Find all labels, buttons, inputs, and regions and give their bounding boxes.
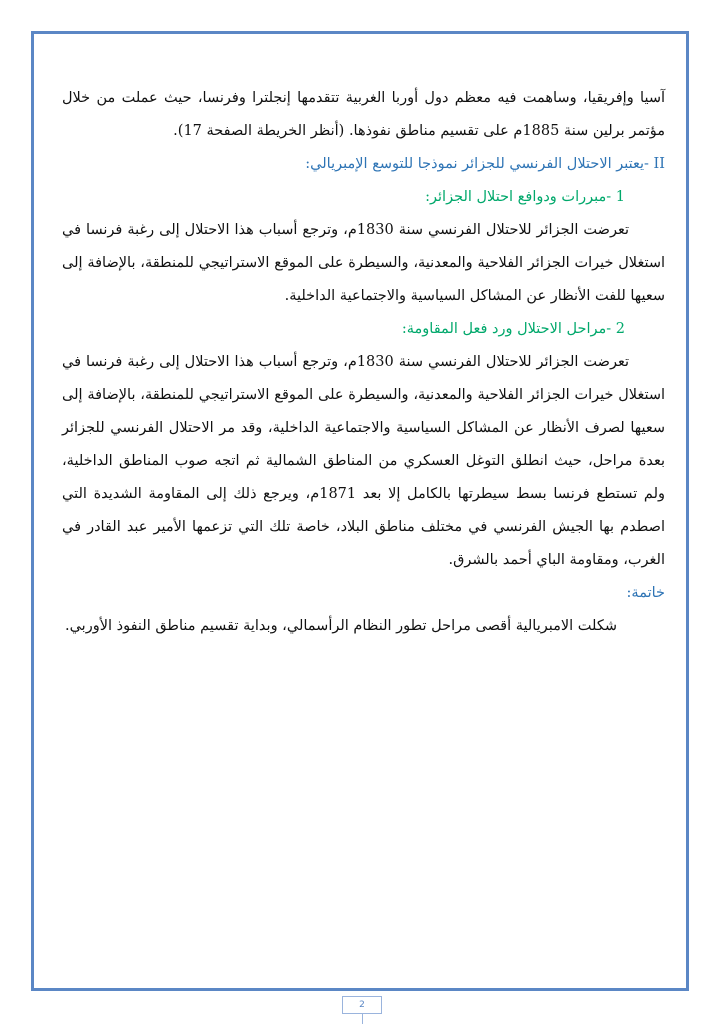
intro-paragraph: آسيا وإفريقيا، وساهمت فيه معظم دول أوربا الغربية تتقدمها إنجلترا وفرنسا، حيث عملت من خلال مؤتمر برلين سنة 1885م على تقسيم مناطق نفوذها. (أنظر الخريطة الصفحة 17).	[62, 90, 665, 139]
subsection-heading-2: 2 -مراحل الاحتلال ورد فعل المقاومة:	[401, 321, 625, 337]
footer-divider	[362, 1014, 363, 1024]
subsection-paragraph-2: تعرضت الجزائر للاحتلال الفرنسي سنة 1830م، وترجع أسباب هذا الاحتلال إلى رغبة فرنسا في استغلال خيرات الجزائر الفلاحية والمعدنية، والسيطرة على الموقع الاستراتيجي للمنطقة، بالإضافة إلى سعيها لصرف الأنظار عن المشاكل السياسية والاجتماعية الداخلية، وقد مر الاحتلال الفرنسي للجزائر بعدة مراحل، حيث انطلق التوغل العسكري من المناطق الشمالية ثم اتجه صوب المناطق الداخلية، ولم تستطع فرنسا بسط سيطرتها بالكامل إلا بعد 1871م، ويرجع ذلك إلى المقاومة الشديدة التي اصطدم بها الجيش الفرنسي في مختلف مناطق البلاد، خاصة تلك التي تزعمها الأمير عبد القادر في الغرب، ومقاومة الباي أحمد بالشرق.	[62, 354, 665, 568]
subsection-heading-1: 1 -مبررات ودوافع احتلال الجزائر:	[425, 189, 625, 205]
conclusion-paragraph: شكلت الامبريالية أقصى مراحل تطور النظام الرأسمالي، وبداية تقسيم مناطق النفوذ الأوربي.	[64, 618, 617, 634]
document-body	[62, 82, 665, 643]
page-number: 2	[342, 996, 382, 1014]
conclusion-heading: خاتمة:	[626, 585, 665, 601]
subsection-paragraph-1: تعرضت الجزائر للاحتلال الفرنسي سنة 1830م، وترجع أسباب هذا الاحتلال إلى رغبة فرنسا في استغلال خيرات الجزائر الفلاحية والمعدنية، والسيطرة على الموقع الاستراتيجي للمنطقة، بالإضافة إلى سعيها للفت الأنظار عن المشاكل السياسية والاجتماعية الداخلية.	[62, 222, 665, 304]
section-heading: II -يعتبر الاحتلال الفرنسي للجزائر نموذجا للتوسع الإمبريالي:	[305, 156, 665, 172]
